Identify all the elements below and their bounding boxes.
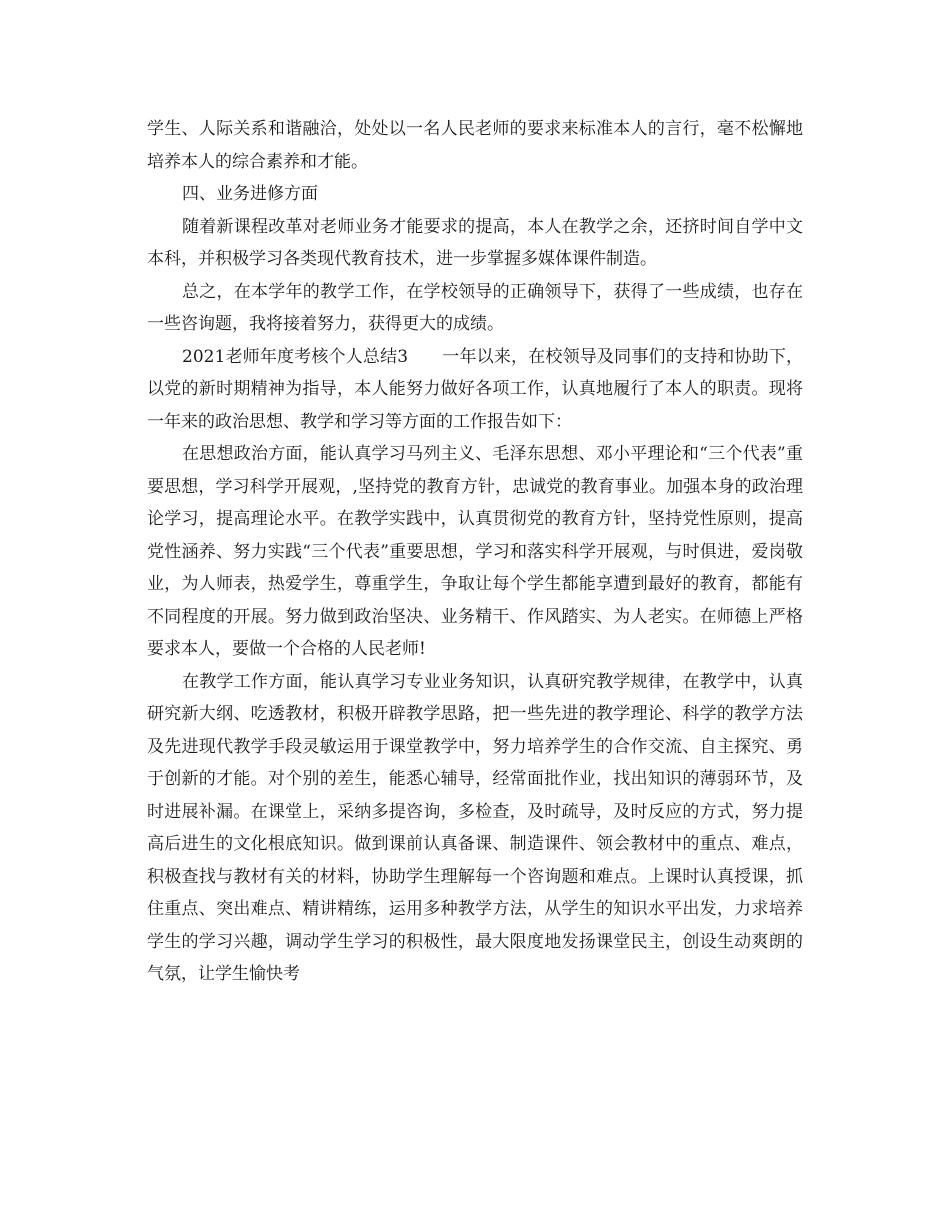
paragraph-continuation: 学生、人际关系和谐融洽，处处以一名人民老师的要求来标准本人的言行，毫不松懈地培养本人的综合素养和才能。 <box>147 119 803 172</box>
paragraph-teaching: 在教学工作方面，能认真学习专业业务知识，认真研究教学规律，在教学中，认真研究新大纲、吃透教材，积极开辟教学思路，把一些先进的教学理论、科学的教学方法及先进现代教学手段灵敏运用于课堂教学中，努力培养学生的合作交流、自主探究、勇于创新的才能。对个别的差生，能悉心辅导，经常面批作业，找出知识的薄弱环节，及时进展补漏。在课堂上，采纳多提咨询，多检查，及时疏导，及时反应的方式，努力提高后进生的文化根底知识。做到课前认真备课、制造课件、领会教材中的重点、难点，积极查找与教材有关的材料，协助学生理解每一个咨询题和难点。上课时认真授课，抓住重点、突出难点、精讲精练，运用多种教学方法，从学生的知识水平出发，力求培养学生的学习兴趣，调动学生学习的积极性，最大限度地发扬课堂民主，创设生动爽朗的气氛，让学生愉快考 <box>147 671 803 984</box>
summary-intro-text: 一年以来，在校领导及同事们的支持和协助下，以党的新时期精神为指导，本人能努力做好各项工作，认真地履行了本人的职责。现将一年来的政治思想、教学和学习等方面的工作报告如下： <box>147 346 803 432</box>
document-body <box>147 113 803 991</box>
paragraph-study: 随着新课程改革对老师业务才能要求的提高，本人在教学之余，还挤时间自学中文本科，并积极学习各类现代教育技术，进一步掌握多媒体课件制造。 <box>147 216 803 269</box>
paragraph-summary-intro <box>147 341 803 439</box>
section-heading: 四、业务进修方面 <box>182 184 318 204</box>
summary-title: 2021老师年度考核个人总结3 <box>182 346 409 367</box>
paragraph-conclusion: 总之，在本学年的教学工作，在学校领导的正确领导下，获得了一些成绩，也存在一些咨询题，我将接着努力，获得更大的成绩。 <box>147 281 803 334</box>
paragraph-political: 在思想政治方面，能认真学习马列主义、毛泽东思想、邓小平理论和“三个代表”重要思想，学习科学开展观，,坚持党的教育方针，忠诚党的教育事业。加强本身的政治理论学习，提高理论水平。在教学实践中，认真贯彻党的教育方针，坚持党性原则，提高党性涵养、努力实践“三个代表”重要思想，学习和落实科学开展观，与时俱进，爱岗敬业，为人师表，热爱学生，尊重学生，争取让每个学生都能享遭到最好的教育，都能有不同程度的开展。努力做到政治坚决、业务精干、作风踏实、为人老实。在师德上严格要求本人，要做一个合格的人民老师! <box>147 444 803 659</box>
